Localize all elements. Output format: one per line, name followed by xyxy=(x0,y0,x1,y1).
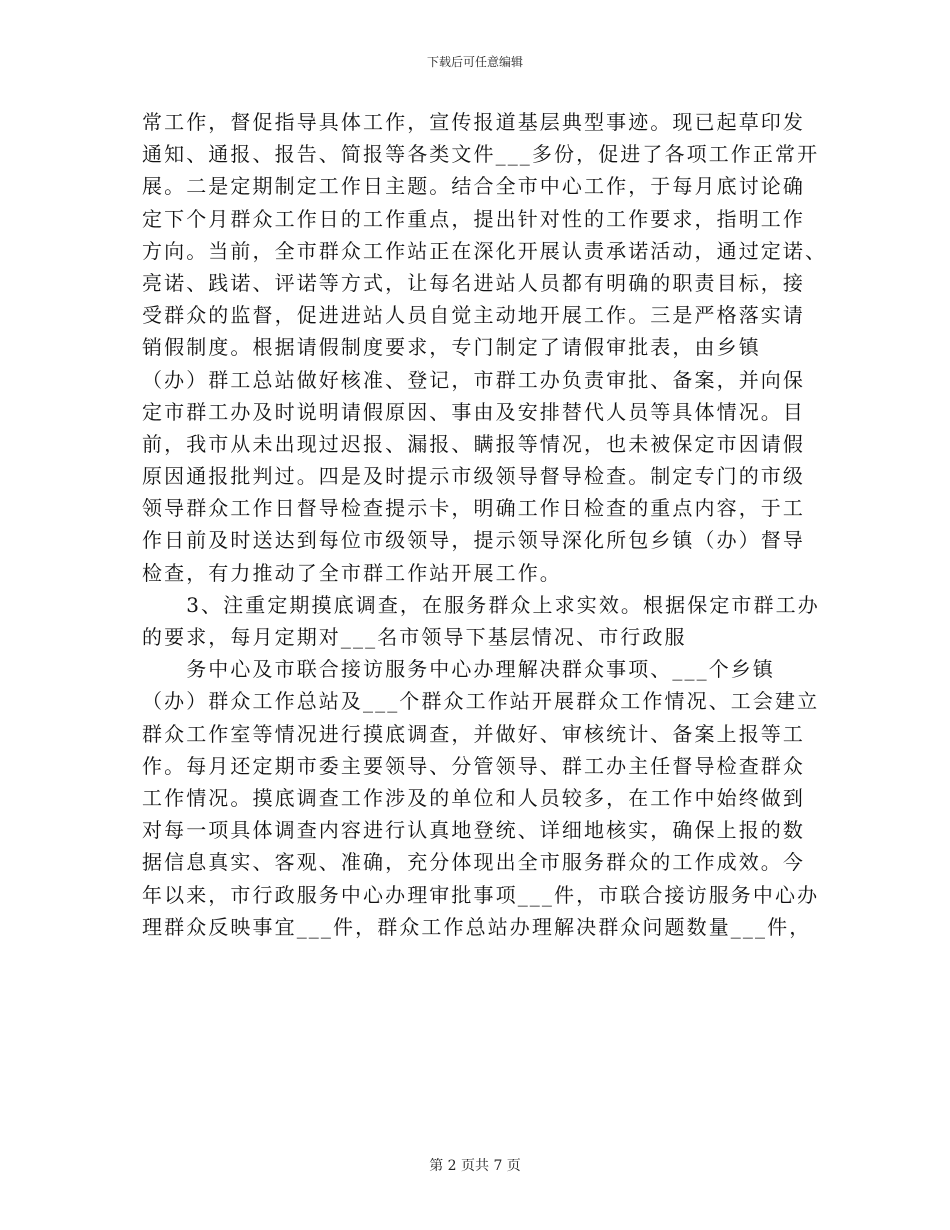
body-line: 工作情况。摸底调查工作涉及的单位和人员较多，在工作中始终做到 xyxy=(142,785,805,810)
body-line: （办）群众工作总站及___个群众工作站开展群众工作情况、工会建立 xyxy=(142,689,820,714)
body-line: （办）群工总站做好核准、登记，市群工办负责审批、备案，并向保 xyxy=(142,367,805,392)
body-line: 定下个月群众工作日的工作重点，提出针对性的工作要求，指明工作 xyxy=(142,206,805,231)
body-line: 销假制度。根据请假制度要求，专门制定了请假审批表，由乡镇 xyxy=(142,335,761,360)
document-body xyxy=(142,106,828,943)
body-line: 务中心及市联合接访服务中心办理解决群众事项、___个乡镇 xyxy=(142,657,775,682)
page-number: 第 2 页共 7 页 xyxy=(429,1158,521,1174)
body-line: 检查，有力推动了全市群工作站开展工作。 xyxy=(142,560,562,585)
body-line: 亮诺、践诺、评诺等方式，让每名进站人员都有明确的职责目标，接 xyxy=(142,270,805,295)
body-line: 3、注重定期摸底调查，在服务群众上求实效。根据保定市群工办 xyxy=(142,592,820,617)
body-line: 前，我市从未出现过迟报、漏报、瞒报等情况，也未被保定市因请假 xyxy=(142,431,805,456)
body-line: 群众工作室等情况进行摸底调查，并做好、审核统计、备案上报等工 xyxy=(142,721,805,746)
body-line: 的要求，每月定期对___名市领导下基层情况、市行政服 xyxy=(142,625,687,649)
body-line: 领导群众工作日督导检查提示卡，明确工作日检查的重点内容，于工 xyxy=(142,496,805,521)
body-line: 受群众的监督，促进进站人员自觉主动地开展工作。三是严格落实请 xyxy=(142,303,805,328)
body-line: 原因通报批判过。四是及时提示市级领导督导检查。制定专门的市级 xyxy=(142,464,805,489)
body-line: 对每一项具体调查内容进行认真地登统、详细地核实，确保上报的数 xyxy=(142,818,805,843)
body-line: 定市群工办及时说明请假原因、事由及安排替代人员等具体情况。目 xyxy=(142,399,805,424)
body-line: 理群众反映事宜___件，群众工作总站办理解决群众问题数量___件， xyxy=(142,914,812,939)
body-line: 通知、通报、报告、简报等各类文件___多份，促进了各项工作正常开 xyxy=(142,142,820,167)
body-line: 作。每月还定期市委主要领导、分管领导、群工办主任督导检查群众 xyxy=(142,753,805,778)
body-line: 方向。当前，全市群众工作站正在深化开展认责承诺活动，通过定诺、 xyxy=(142,238,828,263)
body-line: 年以来，市行政服务中心办理审批事项___件，市联合接访服务中心办 xyxy=(142,882,820,907)
body-line: 据信息真实、客观、准确，充分体现出全市服务群众的工作成效。今 xyxy=(142,850,805,875)
body-line: 展。二是定期制定工作日主题。结合全市中心工作，于每月底讨论确 xyxy=(142,174,805,199)
page-header: 下载后可任意编辑 xyxy=(426,55,523,69)
body-line: 常工作，督促指导具体工作，宣传报道基层典型事迹。现已起草印发 xyxy=(142,110,805,134)
body-line: 作日前及时送达到每位市级领导，提示领导深化所包乡镇（办）督导 xyxy=(142,528,805,553)
